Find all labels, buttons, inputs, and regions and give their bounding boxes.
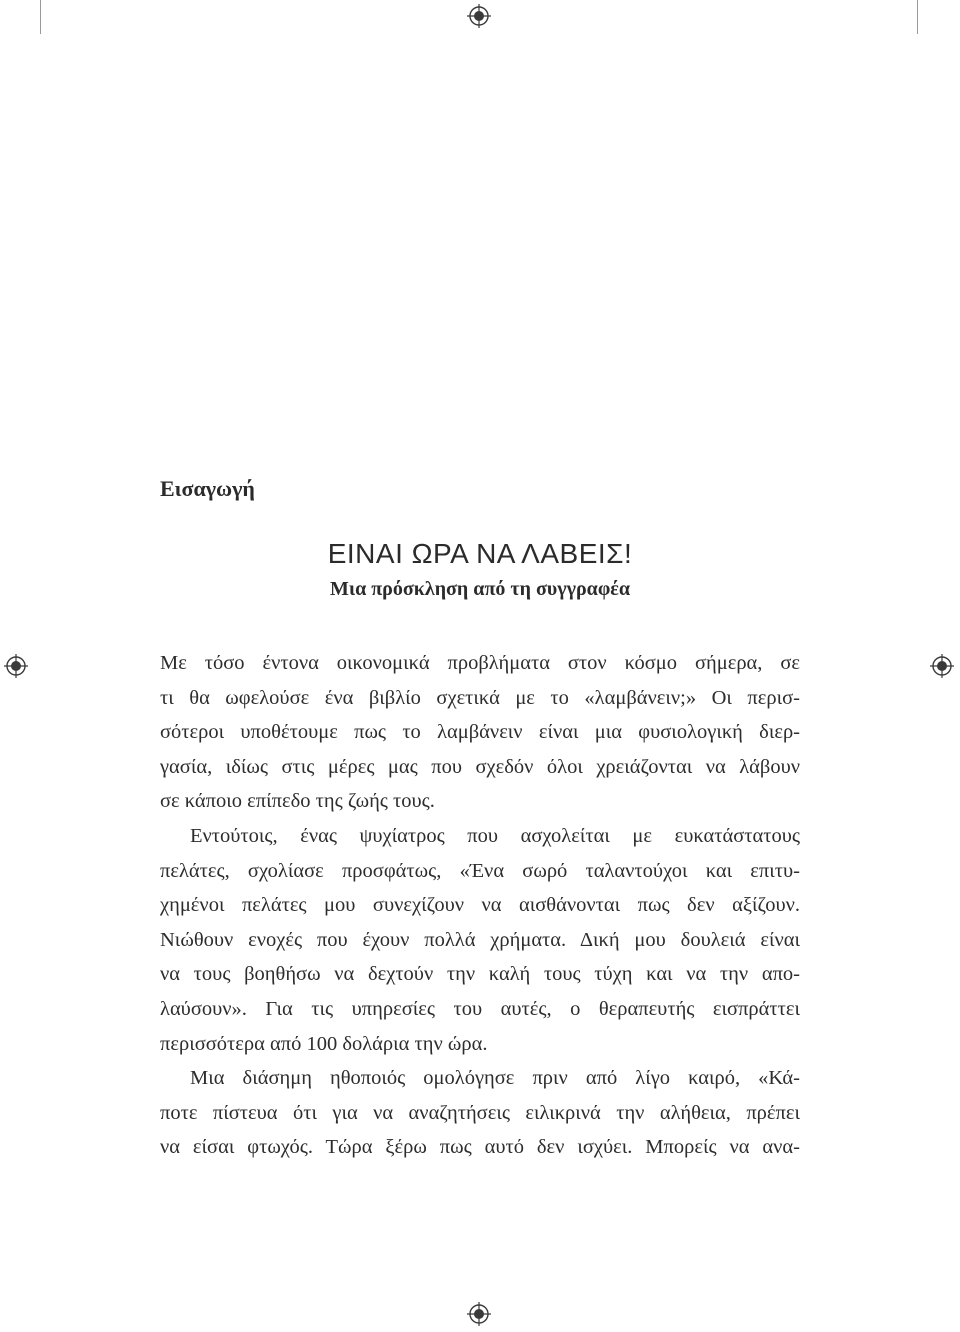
text-line: πελάτες, σχολίασε προσφάτως, «Ένα σωρό ταλαντούχοι και επιτυ- [160, 859, 800, 882]
text-line: Μια διάσημη ηθοποιός ομολόγησε πριν από λίγο καιρό, «Κά- [190, 1067, 800, 1090]
text-line: να τους βοηθήσω να δεχτούν την καλή τους τύχη και να την απο- [160, 963, 800, 986]
trim-line-right [917, 0, 918, 34]
registration-crosshair-icon [4, 654, 28, 678]
registration-crosshair-icon [930, 654, 954, 678]
text-line: ποτε πίστευα ότι για να αναζητήσεις ειλικρινά την αλήθεια, πρέπει [160, 1101, 800, 1124]
text-line: σότεροι υποθέτουμε πως το λαμβάνειν είναι μια φυσιολογική διερ- [160, 721, 800, 744]
chapter-subtitle: Μια πρόσκληση από τη συγγραφέα [329, 578, 631, 600]
text-line: τι θα ωφελούσε ένα βιβλίο σχετικά με το «λαμβάνειν;» Οι περισ- [160, 686, 800, 709]
text-line: γασία, ιδίως στις μέρες μας που σχεδόν όλοι χρειάζονται να λάβουν [160, 755, 800, 778]
chapter-title: ΕΙΝΑΙ ΩΡΑ ΝΑ ΛΑΒΕΙΣ! [327, 538, 633, 569]
text-line: να είσαι φτωχός. Τώρα ξέρω πως αυτό δεν ισχύει. Μπορείς να ανα- [160, 1136, 800, 1159]
text-line: λαύσουν». Για τις υπηρεσίες του αυτές, ο θεραπευτής εισπράττει [160, 997, 800, 1020]
text-line: Εντούτοις, ένας ψυχίατρος που ασχολείται με ευκατάστατους [190, 824, 800, 847]
text-line: Νιώθουν ενοχές που έχουν πολλά χρήματα. Δική μου δουλειά είναι [160, 928, 800, 951]
registration-crosshair-icon [467, 1302, 491, 1326]
text-line: χημένοι πελάτες μου συνεχίζουν να αισθάνονται πως δεν αξίζουν. [160, 894, 800, 917]
section-label: Εισαγωγή [160, 476, 255, 501]
registration-crosshair-icon [467, 4, 491, 28]
text-line: περισσότερα από 100 δολάρια την ώρα. [160, 1032, 488, 1055]
body-text [160, 646, 800, 1165]
text-line: Με τόσο έντονα οικονομικά προβλήματα στον κόσμο σήμερα, σε [160, 652, 800, 674]
text-line: σε κάποιο επίπεδο της ζωής τους. [160, 790, 435, 813]
trim-line-left [40, 0, 41, 34]
